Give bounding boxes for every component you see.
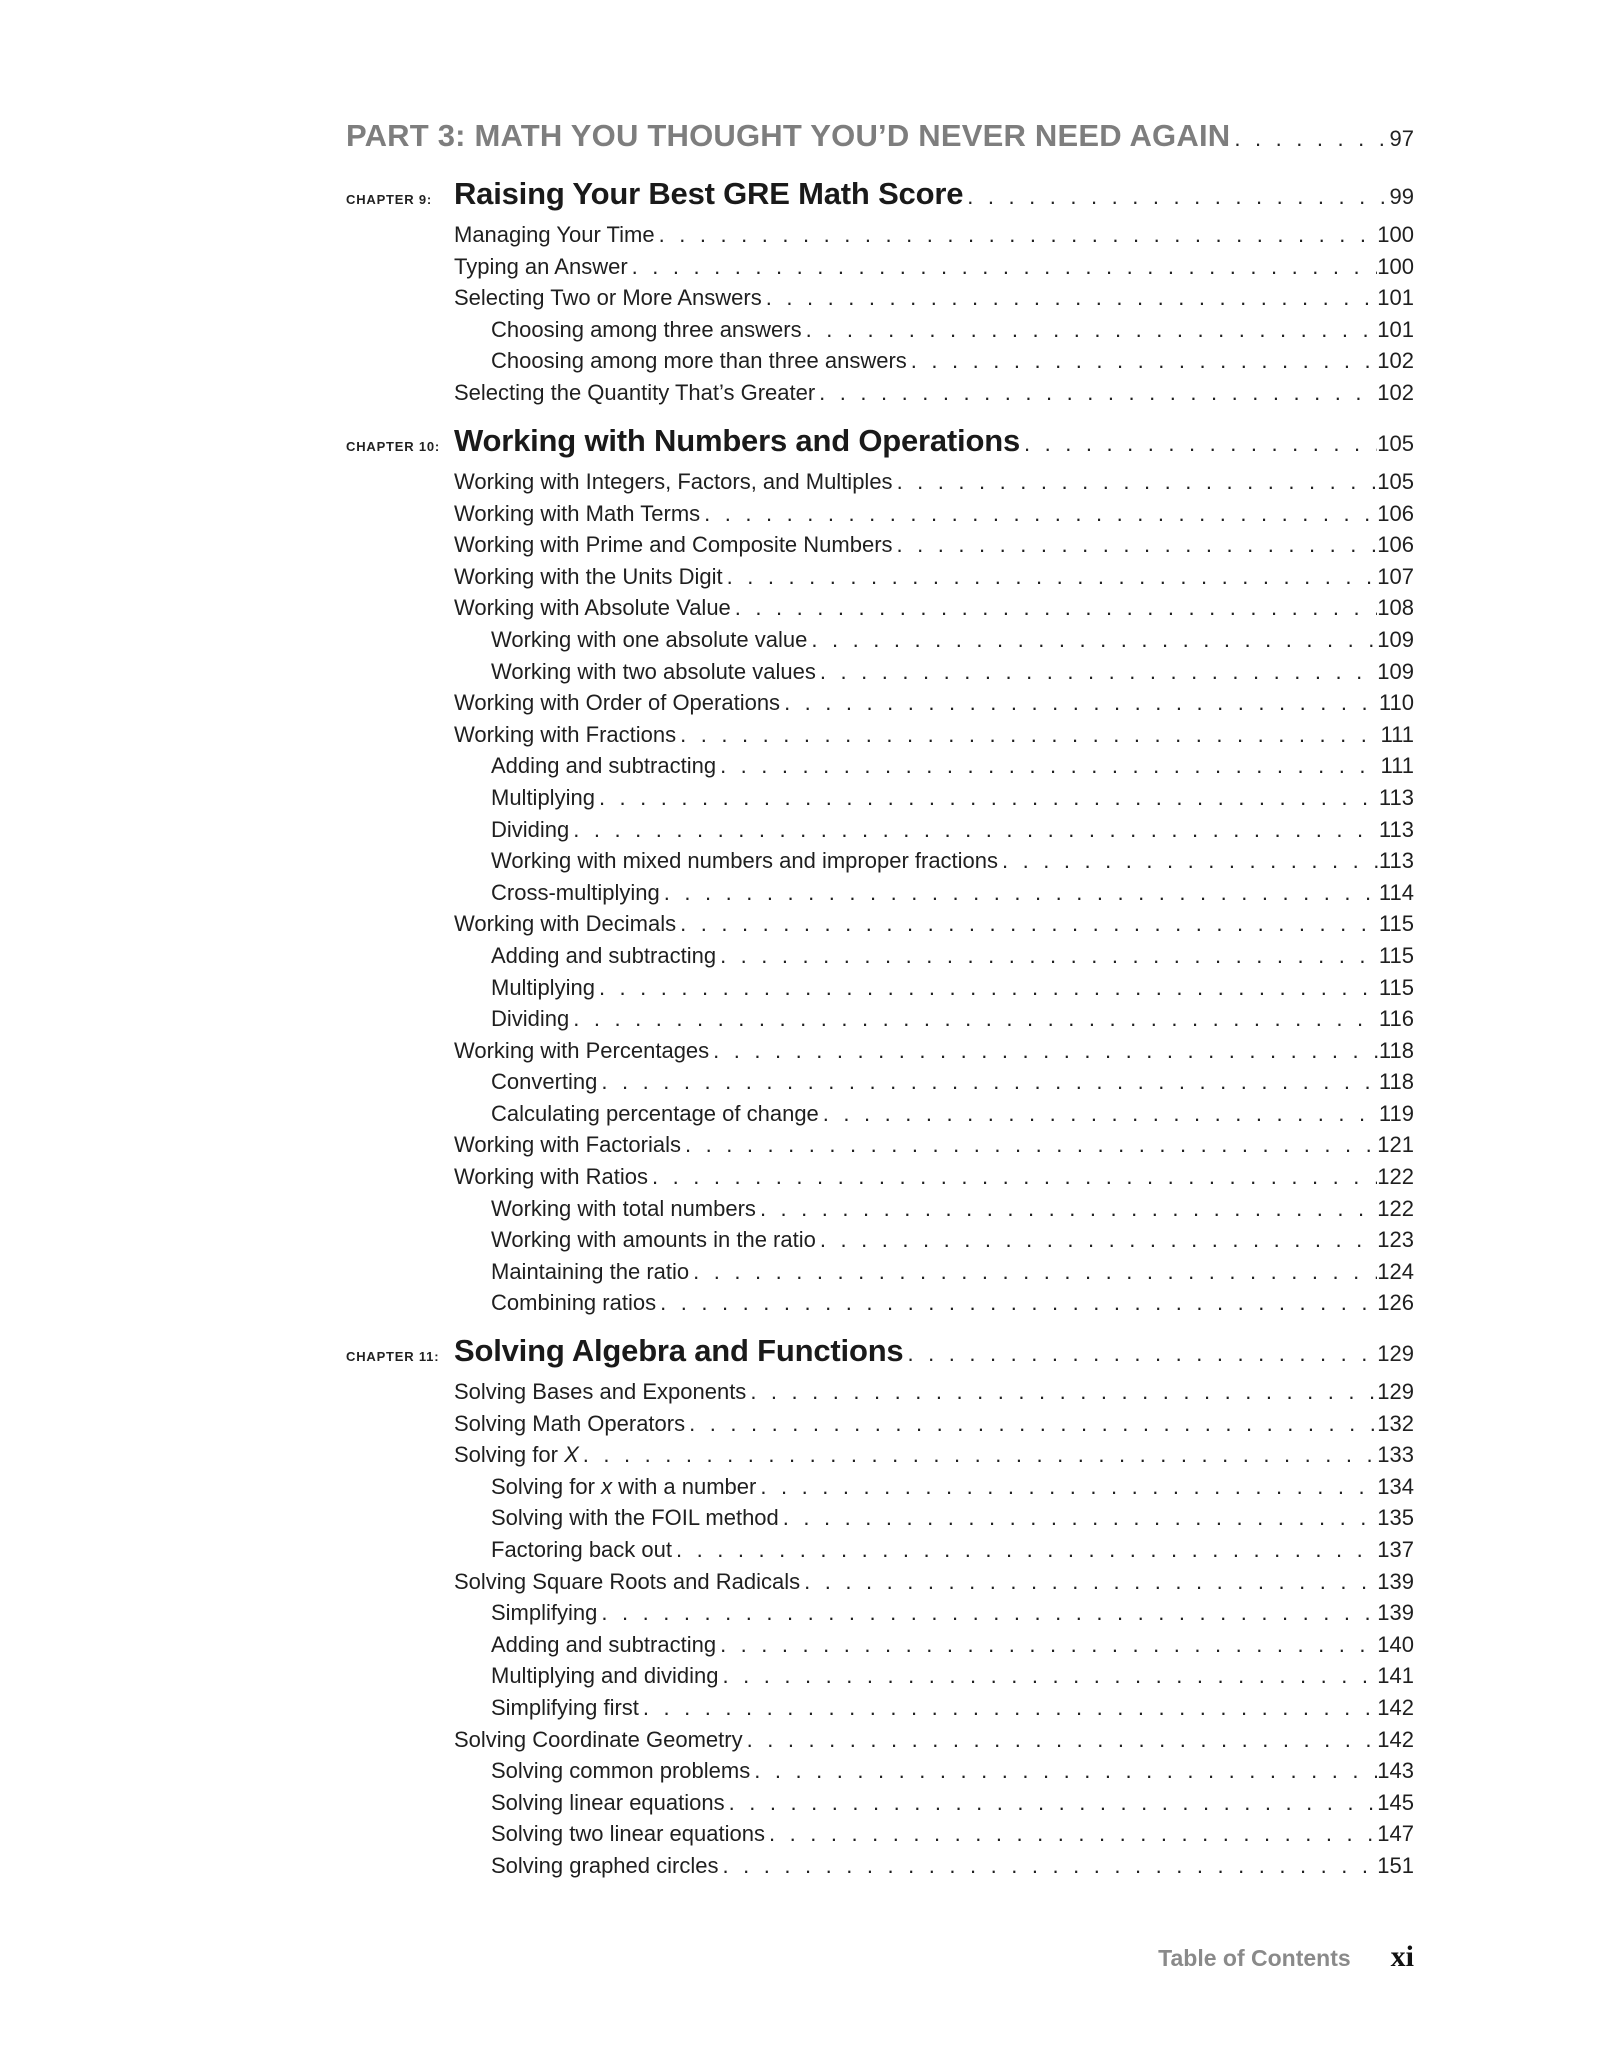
dot-leader	[597, 1069, 1379, 1095]
chapter-entries	[454, 1379, 1414, 1885]
chapter-label: CHAPTER 10:	[346, 439, 441, 454]
dot-leader	[656, 1290, 1377, 1316]
toc-entry[interactable]	[454, 595, 1414, 627]
chapter-entries	[454, 469, 1414, 1322]
toc-entry[interactable]	[454, 1164, 1414, 1196]
dot-leader	[903, 1341, 1377, 1367]
entry-title: Combining ratios	[491, 1290, 657, 1316]
entry-title: Selecting the Quantity That’s Greater	[454, 379, 816, 405]
toc-subentry[interactable]	[454, 1758, 1414, 1790]
chapter-9	[346, 176, 1414, 412]
entry-title: Multiplying	[491, 784, 595, 810]
dot-leader	[716, 1632, 1377, 1658]
toc-entry[interactable]	[454, 1132, 1414, 1164]
dot-leader	[709, 1038, 1379, 1064]
dot-leader	[815, 380, 1377, 406]
toc-subentry[interactable]	[454, 1821, 1414, 1853]
entry-page-number: 115	[1378, 974, 1414, 1000]
chapter-11	[346, 1333, 1414, 1885]
entry-page-number: 113	[1378, 784, 1414, 810]
dot-leader	[700, 501, 1377, 527]
dot-leader	[765, 1821, 1377, 1847]
entry-title: Multiplying	[491, 974, 595, 1000]
dot-leader	[716, 753, 1380, 779]
entry-page-number: 109	[1377, 626, 1414, 652]
dot-leader	[779, 1505, 1378, 1531]
dot-leader	[648, 1164, 1377, 1190]
part-heading	[346, 118, 1414, 162]
entry-page-number: 143	[1377, 1758, 1414, 1784]
entry-page-number: 113	[1378, 848, 1414, 874]
entry-page-number: 100	[1377, 253, 1414, 279]
chapter-title: Working with Numbers and Operations	[454, 423, 1020, 458]
toc-entry[interactable]	[454, 469, 1414, 501]
entry-title: Working with amounts in the ratio	[491, 1227, 816, 1253]
entry-title: Working with Ratios	[454, 1164, 648, 1190]
entry-title: Solving two linear equations	[491, 1821, 765, 1847]
entry-title: Working with total numbers	[491, 1195, 756, 1221]
entry-page-number: 132	[1377, 1410, 1414, 1436]
entry-title: Choosing among three answers	[491, 316, 802, 342]
dot-leader	[725, 1790, 1378, 1816]
toc-entry[interactable]	[454, 690, 1414, 722]
entry-page-number: 123	[1377, 1227, 1414, 1253]
entry-title: Selecting Two or More Answers	[454, 285, 762, 311]
entry-title: Solving graphed circles	[491, 1852, 719, 1878]
chapter-page-number: 105	[1377, 431, 1414, 456]
entry-page-number: 151	[1377, 1852, 1414, 1878]
dot-leader	[723, 564, 1378, 590]
entry-page-number: 102	[1377, 379, 1414, 405]
dot-leader	[756, 1196, 1377, 1222]
dot-leader	[780, 690, 1379, 716]
variable-italic: x	[601, 1473, 613, 1499]
dot-leader	[1020, 431, 1377, 457]
chapter-10	[346, 423, 1414, 1322]
dot-leader	[595, 785, 1379, 811]
entry-title: Working with Factorials	[454, 1132, 681, 1158]
entry-title: Dividing	[491, 816, 570, 842]
entry-title: Working with two absolute values	[491, 658, 816, 684]
entry-page-number: 102	[1377, 348, 1414, 374]
toc-subentry[interactable]	[454, 1790, 1414, 1822]
dot-leader	[569, 1006, 1379, 1032]
toc-subentry[interactable]	[454, 1259, 1414, 1291]
entry-page-number: 100	[1377, 222, 1414, 247]
toc-subentry[interactable]	[454, 1695, 1414, 1727]
entry-page-number: 105	[1377, 469, 1414, 494]
dot-leader	[907, 348, 1377, 374]
entry-title: Working with Prime and Composite Numbers	[454, 532, 893, 558]
entry-page-number: 147	[1377, 1821, 1414, 1847]
entry-page-number: 118	[1378, 1037, 1414, 1063]
entry-title: Adding and subtracting	[491, 753, 717, 779]
entry-title: Managing Your Time	[454, 222, 655, 247]
entry-title: Working with Percentages	[454, 1037, 710, 1063]
toc-subentry[interactable]	[454, 753, 1414, 785]
toc-subentry[interactable]	[454, 659, 1414, 691]
entry-page-number: 115	[1378, 911, 1414, 937]
entry-title: Choosing among more than three answers	[491, 348, 907, 374]
entry-page-number: 115	[1378, 942, 1414, 968]
toc-entry[interactable]	[454, 722, 1414, 754]
toc-entry[interactable]	[454, 1379, 1414, 1411]
entry-title: Working with Order of Operations	[454, 690, 781, 716]
dot-leader	[998, 848, 1379, 874]
part-page-number: 97	[1389, 126, 1414, 151]
dot-leader	[819, 1101, 1379, 1127]
entry-title: Solving with the FOIL method	[491, 1505, 779, 1531]
entry-title: Working with Fractions	[454, 721, 677, 747]
chapter-title: Solving Algebra and Functions	[454, 1333, 904, 1368]
chapter-entries	[454, 222, 1414, 412]
chapter-title: Raising Your Best GRE Math Score	[454, 176, 964, 211]
entry-title: Solving linear equations	[491, 1789, 725, 1815]
toc-subentry[interactable]	[454, 817, 1414, 849]
dot-leader	[639, 1695, 1377, 1721]
toc-subentry[interactable]	[454, 1632, 1414, 1664]
entry-page-number: 116	[1378, 1006, 1414, 1032]
toc-subentry[interactable]	[454, 1505, 1414, 1537]
entry-page-number: 114	[1378, 879, 1414, 905]
dot-leader	[893, 532, 1378, 558]
chapter-label: CHAPTER 9:	[346, 192, 433, 207]
chapter-page-number: 99	[1389, 184, 1414, 209]
toc-subentry[interactable]	[454, 848, 1414, 880]
entry-title: Calculating percentage of change	[491, 1100, 819, 1126]
entry-page-number: 145	[1377, 1789, 1414, 1815]
toc-entry[interactable]	[454, 1442, 1414, 1474]
dot-leader	[1230, 126, 1389, 152]
dot-leader	[743, 1727, 1378, 1753]
entry-title: Working with one absolute value	[491, 626, 808, 652]
toc-subentry[interactable]	[454, 627, 1414, 659]
entry-title: Solving common problems	[491, 1758, 751, 1784]
entry-page-number: 126	[1377, 1290, 1414, 1316]
entry-page-number: 110	[1378, 690, 1414, 716]
dot-leader	[800, 1569, 1377, 1595]
chapter-heading	[346, 1333, 1414, 1379]
dot-leader	[681, 1132, 1377, 1158]
entry-page-number: 139	[1377, 1568, 1414, 1594]
toc-entry[interactable]	[454, 222, 1414, 254]
entry-title: Typing an Answer	[454, 253, 628, 279]
toc-entry[interactable]	[454, 285, 1414, 317]
entry-page-number: 139	[1377, 1600, 1414, 1626]
entry-title: Solving for x with a number	[491, 1473, 757, 1499]
entry-title: Solving Coordinate Geometry	[454, 1726, 743, 1752]
toc-entry[interactable]	[454, 1411, 1414, 1443]
entry-page-number: 141	[1377, 1663, 1414, 1689]
entry-page-number: 119	[1378, 1100, 1414, 1126]
dot-leader	[685, 1411, 1377, 1437]
entry-title: Converting	[491, 1069, 598, 1095]
entry-page-number: 142	[1377, 1694, 1414, 1720]
entry-title: Simplifying	[491, 1600, 598, 1626]
toc-subentry[interactable]	[454, 1006, 1414, 1038]
entry-title: Working with Integers, Factors, and Multiples	[454, 469, 893, 494]
dot-leader	[756, 1474, 1377, 1500]
toc-entry[interactable]	[454, 564, 1414, 596]
entry-page-number: 101	[1377, 285, 1414, 311]
dot-leader	[628, 254, 1378, 280]
entry-page-number: 109	[1377, 658, 1414, 684]
dot-leader	[893, 469, 1378, 495]
entry-title: Solving Bases and Exponents	[454, 1379, 747, 1404]
entry-page-number: 111	[1380, 721, 1414, 747]
entry-page-number: 124	[1377, 1258, 1414, 1284]
dot-leader	[762, 285, 1378, 311]
toc-subentry[interactable]	[454, 1290, 1414, 1322]
footer-label: Table of Contents	[1158, 1945, 1351, 1971]
dot-leader	[963, 184, 1389, 210]
entry-page-number: 134	[1377, 1473, 1414, 1499]
dot-leader	[731, 595, 1377, 621]
dot-leader	[718, 1663, 1377, 1689]
entry-title: Multiplying and dividing	[491, 1663, 719, 1689]
dot-leader	[676, 722, 1380, 748]
dot-leader	[689, 1259, 1377, 1285]
toc-entry[interactable]	[454, 1038, 1414, 1070]
dot-leader	[655, 222, 1378, 248]
chapter-label: CHAPTER 11:	[346, 1349, 440, 1364]
toc-entry[interactable]	[454, 501, 1414, 533]
entry-page-number: 121	[1377, 1132, 1414, 1158]
toc-subentry[interactable]	[454, 1101, 1414, 1133]
entry-title: Working with Math Terms	[454, 500, 701, 526]
dot-leader	[807, 627, 1377, 653]
toc-subentry[interactable]	[454, 880, 1414, 912]
entry-page-number: 106	[1377, 532, 1414, 558]
toc-subentry[interactable]	[454, 1853, 1414, 1885]
entry-page-number: 122	[1377, 1164, 1414, 1190]
entry-page-number: 111	[1380, 753, 1414, 779]
entry-page-number: 133	[1377, 1442, 1414, 1468]
dot-leader	[595, 975, 1379, 1001]
dot-leader	[660, 880, 1379, 906]
dot-leader	[802, 317, 1378, 343]
entry-title: Adding and subtracting	[491, 942, 717, 968]
dot-leader	[816, 659, 1377, 685]
entry-title: Working with mixed numbers and improper fractions	[491, 848, 999, 874]
chapter-page-number: 129	[1377, 1341, 1414, 1366]
toc-subentry[interactable]	[454, 317, 1414, 349]
dot-leader	[746, 1379, 1377, 1405]
entry-page-number: 135	[1377, 1505, 1414, 1531]
toc-subentry[interactable]	[454, 943, 1414, 975]
toc-subentry[interactable]	[454, 1227, 1414, 1259]
entry-page-number: 129	[1377, 1379, 1414, 1404]
dot-leader	[597, 1600, 1377, 1626]
toc-entry[interactable]	[454, 532, 1414, 564]
toc-subentry[interactable]	[454, 785, 1414, 817]
toc-subentry[interactable]	[454, 1600, 1414, 1632]
entry-page-number: 107	[1377, 563, 1414, 589]
entry-title: Cross-multiplying	[491, 879, 660, 905]
dot-leader	[569, 817, 1379, 843]
entry-page-number: 108	[1377, 595, 1414, 621]
entry-page-number: 118	[1378, 1069, 1414, 1095]
toc-subentry[interactable]	[454, 1663, 1414, 1695]
entry-page-number: 137	[1377, 1536, 1414, 1562]
entry-title: Factoring back out	[491, 1536, 672, 1562]
entry-title: Dividing	[491, 1006, 570, 1032]
entry-title: Solving Math Operators	[454, 1410, 686, 1436]
part-title: PART 3: MATH YOU THOUGHT YOU’D NEVER NEED AGAIN	[346, 118, 1231, 153]
dot-leader	[718, 1853, 1377, 1879]
toc-entry[interactable]	[454, 1727, 1414, 1759]
entry-page-number: 101	[1377, 316, 1414, 342]
chapter-heading	[346, 176, 1414, 222]
toc-entry[interactable]	[454, 254, 1414, 286]
toc-entry[interactable]	[454, 1569, 1414, 1601]
dot-leader	[716, 943, 1379, 969]
toc-subentry[interactable]	[454, 1196, 1414, 1228]
entry-title: Simplifying first	[491, 1694, 639, 1720]
entry-title: Adding and subtracting	[491, 1631, 717, 1657]
dot-leader	[676, 911, 1379, 937]
toc-subentry[interactable]	[454, 348, 1414, 380]
page-footer	[1000, 1940, 1414, 1974]
chapter-heading	[346, 423, 1414, 469]
entry-title: Working with Decimals	[454, 911, 677, 937]
toc-entry[interactable]	[454, 380, 1414, 412]
toc-subentry[interactable]	[454, 1537, 1414, 1569]
dot-leader	[750, 1758, 1377, 1784]
dot-leader	[579, 1442, 1378, 1468]
variable-italic: X	[564, 1442, 579, 1468]
entry-title: Maintaining the ratio	[491, 1258, 690, 1284]
dot-leader	[816, 1227, 1377, 1253]
page-number: xi	[1390, 1940, 1414, 1973]
toc-entry[interactable]	[454, 911, 1414, 943]
toc-subentry[interactable]	[454, 975, 1414, 1007]
toc-subentry[interactable]	[454, 1474, 1414, 1506]
entry-title: Working with Absolute Value	[454, 595, 731, 621]
dot-leader	[672, 1537, 1377, 1563]
entry-page-number: 113	[1378, 816, 1414, 842]
entry-page-number: 122	[1377, 1195, 1414, 1221]
entry-page-number: 142	[1377, 1726, 1414, 1752]
entry-title: Solving for X	[454, 1442, 579, 1468]
toc-subentry[interactable]	[454, 1069, 1414, 1101]
entry-title: Working with the Units Digit	[454, 563, 723, 589]
entry-page-number: 106	[1377, 500, 1414, 526]
entry-title: Solving Square Roots and Radicals	[454, 1568, 801, 1594]
entry-page-number: 140	[1377, 1631, 1414, 1657]
